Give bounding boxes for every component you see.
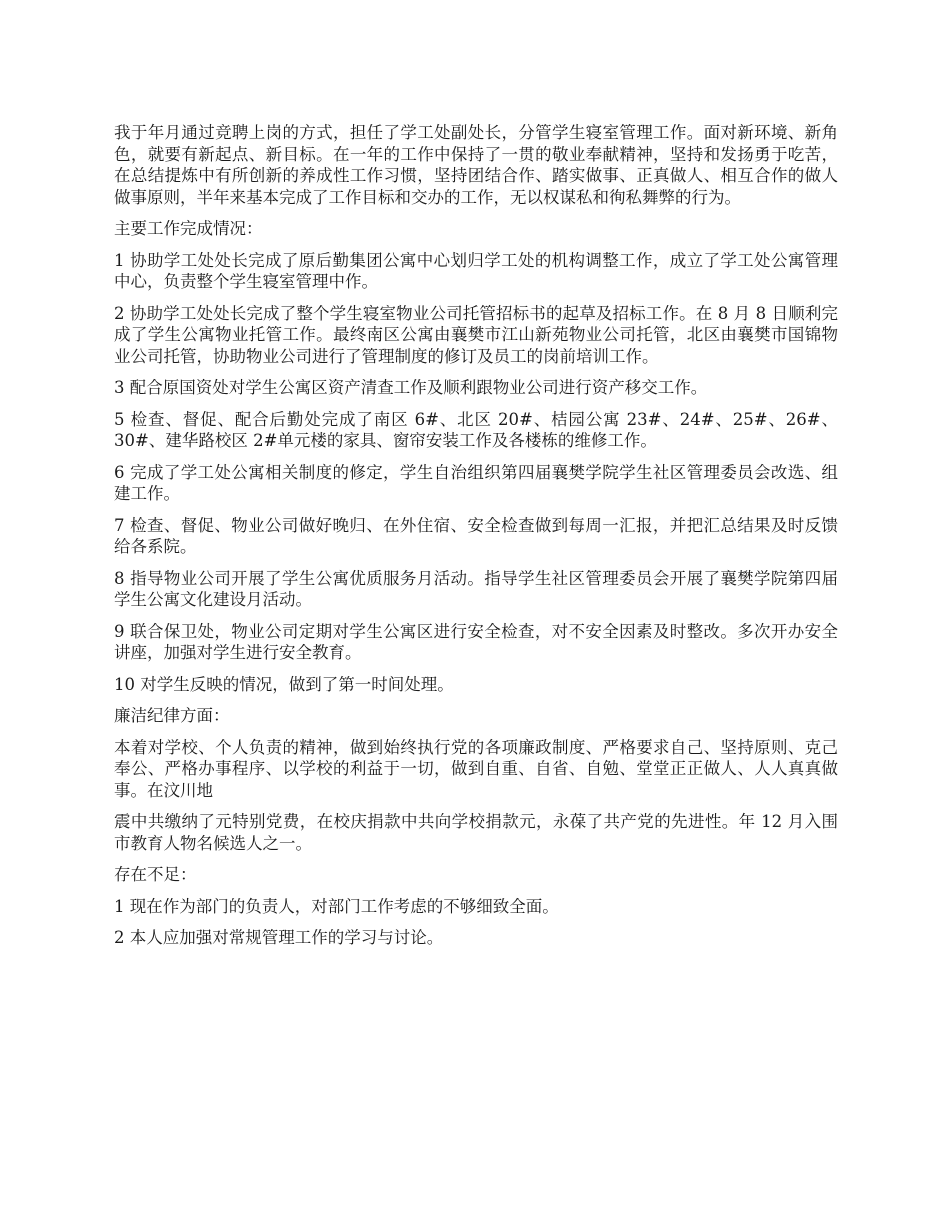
intro-paragraph: 我于年月通过竞聘上岗的方式，担任了学工处副处长，分管学生寝室管理工作。面对新环境、新角色，就要有新起点、新目标。在一年的工作中保持了一贯的敬业奉献精神，坚持和发扬勇于吃苦，在总结提炼中有所创新的养成性工作习惯，坚持团结合作、踏实做事、正真做人、相互合作的做人做事原则，半年来基本完成了工作目标和交办的工作，无以权谋私和徇私舞弊的行为。	[114, 123, 838, 207]
work-item-8: 8 指导物业公司开展了学生公寓优质服务月活动。指导学生社区管理委员会开展了襄樊学院第四届学生公寓文化建设月活动。	[114, 568, 838, 609]
work-item-6: 6 完成了学工处公寓相关制度的修定，学生自治组织第四届襄樊学院学生社区管理委员会改选、组建工作。	[114, 462, 838, 503]
work-item-3: 3 配合原国资处对学生公寓区资产清查工作及顺利跟物业公司进行资产移交工作。	[114, 378, 708, 397]
shortcoming-item-2: 2 本人应加强对常规管理工作的学习与讨论。	[114, 928, 444, 947]
work-item-2: 2 协助学工处处长完成了整个学生寝室物业公司托管招标书的起草及招标工作。在 8 月 8 日顺利完成了学生公寓物业托管工作。最终南区公寓由襄樊市江山新苑物业公司托管，北区由襄樊市国锦物业公司托管，协助物业公司进行了管理制度的修订及员工的岗前培训工作。	[114, 303, 838, 366]
section-heading-main-work: 主要工作完成情况：	[114, 219, 263, 238]
work-item-9: 9 联合保卫处，物业公司定期对学生公寓区进行安全检查，对不安全因素及时整改。多次开办安全讲座，加强对学生进行安全教育。	[114, 621, 838, 662]
work-item-7: 7 检查、督促、物业公司做好晚归、在外住宿、安全检查做到每周一汇报，并把汇总结果及时反馈给各系院。	[114, 515, 838, 556]
section-heading-integrity: 廉洁纪律方面：	[114, 706, 230, 725]
work-item-1: 1 协助学工处处长完成了原后勤集团公寓中心划归学工处的机构调整工作，成立了学工处公寓管理中心，负责整个学生寝室管理中作。	[114, 250, 838, 291]
work-item-10: 10 对学生反映的情况，做到了第一时间处理。	[114, 674, 454, 694]
section-heading-shortcomings: 存在不足：	[114, 865, 197, 884]
shortcoming-item-1: 1 现在作为部门的负责人，对部门工作考虑的不够细致全面。	[114, 896, 559, 916]
integrity-paragraph-2: 震中共缴纳了元特别党费，在校庆捐款中共向学校捐款元，永葆了共产党的先进性。年 12 月入围市教育人物名候选人之一。	[114, 812, 838, 853]
work-item-5: 5 检查、督促、配合后勤处完成了南区 6#、北区 20#、桔园公寓 23#、24#、25#、26#、30#、建华路校区 2#单元楼的家具、窗帘安装工作及各楼栋的维修工作。	[114, 409, 838, 450]
integrity-paragraph-1: 本着对学校、个人负责的精神，做到始终执行党的各项廉政制度、严格要求自己、坚持原则、克己奉公、严格办事程序、以学校的利益于一切，做到自重、自省、自勉、堂堂正正做人、人人真真做事。在汶川地	[114, 737, 838, 800]
document-body	[114, 122, 838, 959]
